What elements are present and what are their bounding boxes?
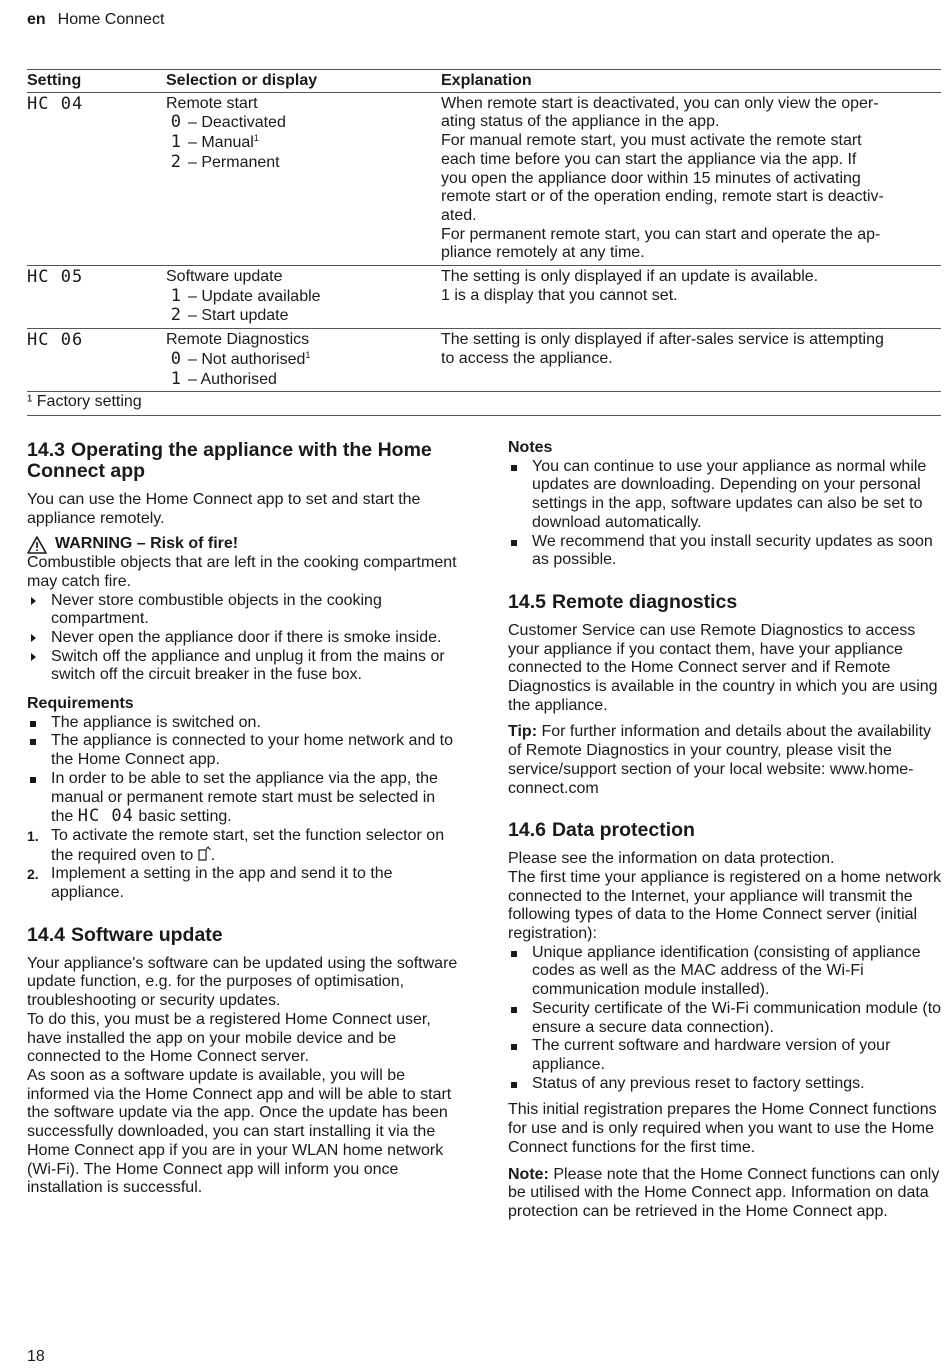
list-item: The appliance is connected to your home network and to the Home Connect app. (27, 732, 461, 769)
note-paragraph: Note: Please note that the Home Connect functions can only be utilised with the Home Connect app. Information on data protection can be retrieved in the Home Connect app. (508, 1165, 940, 1220)
col-header-setting: Setting (27, 70, 166, 93)
settings-table (27, 69, 941, 416)
explanation-line: each time before you can start the appliance via the app. If (441, 150, 857, 168)
steps-list (27, 827, 461, 903)
list-item: In order to be able to set the appliance via the app, the manual or permanent remote start must be selected in the HC 04 basic setting. (27, 770, 461, 827)
explanation-line: to access the appliance. (441, 349, 613, 367)
running-header (27, 11, 164, 30)
paragraph: Customer Service can use Remote Diagnostics to access your appliance if you contact them, have your appliance connected to the Home Connect server and if Remote Diagnostics is available in the country in which you are using the appliance. (508, 621, 938, 714)
footnote-marker: 1 (253, 133, 259, 144)
language-code: en (27, 11, 46, 28)
list-item: Never open the appliance door if there is smoke inside. (27, 629, 461, 648)
paragraph: This initial registration prepares the Home Connect functions for use and is only required when you want to use the Home Connect functions for the first time. (508, 1101, 937, 1156)
selection-title: Remote Diagnostics (166, 331, 310, 349)
explanation-line: The setting is only displayed if an update is available. (441, 268, 819, 286)
option-item: 1 – Authorised (170, 368, 277, 389)
explanation-line: The setting is only displayed if after-sales service is attempting (441, 331, 884, 349)
step-item: 2. Implement a setting in the app and send it to the appliance. (27, 865, 393, 902)
table-row (27, 329, 941, 392)
list-item: Security certificate of the Wi-Fi communication module (to ensure a secure data connection). (508, 1000, 942, 1037)
explanation-line: you open the appliance door within 15 minutes of activating (441, 169, 861, 187)
section-heading-14-6: 14.6 Data protection (508, 819, 695, 842)
explanation-line: For permanent remote start, you can start and operate the ap- (441, 225, 881, 243)
explanation-line: When remote start is deactivated, you can only view the oper- (441, 94, 879, 112)
warning-list (27, 592, 461, 686)
explanation-line: For manual remote start, you must activate the remote start (441, 132, 862, 150)
list-item: The appliance is switched on. (27, 714, 461, 733)
list-item: Never store combustible objects in the cooking compartment. (27, 592, 461, 629)
data-types-list (508, 944, 942, 1094)
setting-code: HC 04 (27, 93, 84, 114)
explanation-line: ated. (441, 206, 477, 224)
col-header-selection: Selection or display (166, 70, 441, 93)
remote-start-symbol-icon (198, 846, 211, 862)
option-item: 1 – Update available (170, 285, 321, 306)
section-heading-14-3: 14.3 Operating the appliance with the Home Connect app (27, 439, 432, 482)
explanation-line: pliance remotely at any time. (441, 244, 645, 262)
table-row (27, 266, 941, 329)
option-item: 0 – Deactivated (170, 112, 286, 133)
col-header-explanation: Explanation (441, 70, 941, 93)
header-title: Home Connect (57, 11, 165, 28)
setting-code: HC 06 (27, 330, 84, 351)
option-item: 2 – Start update (170, 305, 289, 326)
right-column (508, 439, 942, 1222)
selection-title: Software update (166, 268, 283, 286)
section-heading-14-5: 14.5 Remote diagnostics (508, 590, 738, 613)
paragraph: Please see the information on data protection. (508, 850, 835, 868)
paragraph: Your appliance's software can be updated using the software update function, e.g. for the purposes of optimisation, troubleshooting or security updates. (27, 954, 458, 1010)
list-item: We recommend that you install security updates as soon as possible. (508, 533, 942, 570)
left-column (27, 440, 461, 1198)
list-item: Switch off the appliance and unplug it from the mains or switch off the circuit breaker in the fuse box. (27, 648, 461, 685)
table-footnote-row (27, 392, 941, 416)
paragraph: The first time your appliance is registered on a home network connected to the Internet, your appliance will transmit the following types of data to the Home Connect server (initial registration): (508, 868, 942, 943)
requirements-list (27, 714, 461, 827)
step-item: 1. To activate the remote start, set the function selector on the required oven to . (27, 826, 445, 864)
setting-code: HC 05 (27, 267, 84, 288)
paragraph: As soon as a software update is available, you will be informed via the Home Connect app and will be able to start the software update via the app. Once the update has been successfully downloaded, you can start installing it via the Home Connect app if you are in your WLAN home network (Wi-Fi). The Home Connect app will inform you once installation is successful. (27, 1066, 452, 1197)
section-intro: You can use the Home Connect app to set and start the appliance remotely. (27, 491, 421, 527)
list-item: The current software and hardware version of your appliance. (508, 1037, 942, 1074)
paragraph: To do this, you must be a registered Home Connect user, have installed the app on your mobile device and be connected to the Home Connect server. (27, 1010, 431, 1066)
footnote-marker: 1 (305, 349, 311, 360)
page-number: 18 (27, 1348, 45, 1365)
table-footnote: ¹ Factory setting (27, 392, 941, 416)
explanation-line: remote start or of the operation ending, remote start is deactiv- (441, 188, 884, 206)
tip-paragraph: Tip: For further information and details about the availability of Remote Diagnostics in your country, please visit the service/support section of your local website: www.home-connect.com (508, 723, 932, 797)
table-row (27, 92, 941, 265)
table-header-row (27, 70, 941, 93)
option-item: 2 – Permanent (170, 151, 280, 172)
section-heading-14-4: 14.4 Software update (27, 923, 223, 946)
list-item: Status of any previous reset to factory settings. (508, 1075, 942, 1094)
option-item: 1 – Manual$^1$ (170, 132, 259, 153)
option-item: 0 – Not authorised$^1$ (170, 348, 311, 369)
notes-heading: Notes (508, 439, 553, 456)
setting-code-inline: HC 04 (77, 806, 134, 827)
requirements-heading: Requirements (27, 695, 134, 713)
list-item: You can continue to use your appliance as normal while updates are downloading. Depending on your personal settings in the app, software updates can also be set to download automatically. (508, 458, 942, 533)
notes-list (508, 458, 942, 570)
explanation-line: 1 is a display that you cannot set. (441, 286, 678, 304)
list-item: Unique appliance identification (consisting of appliance codes as well as the MAC address of the Wi-Fi communication module installed). (508, 944, 942, 1000)
explanation-line: ating status of the appliance in the app. (441, 113, 720, 131)
selection-title: Remote start (166, 94, 258, 112)
warning-text: Combustible objects that are left in the cooking compartment may catch fire. (27, 554, 457, 590)
warning-heading: WARNING – Risk of fire! (27, 535, 461, 554)
warning-triangle-icon (27, 536, 47, 554)
